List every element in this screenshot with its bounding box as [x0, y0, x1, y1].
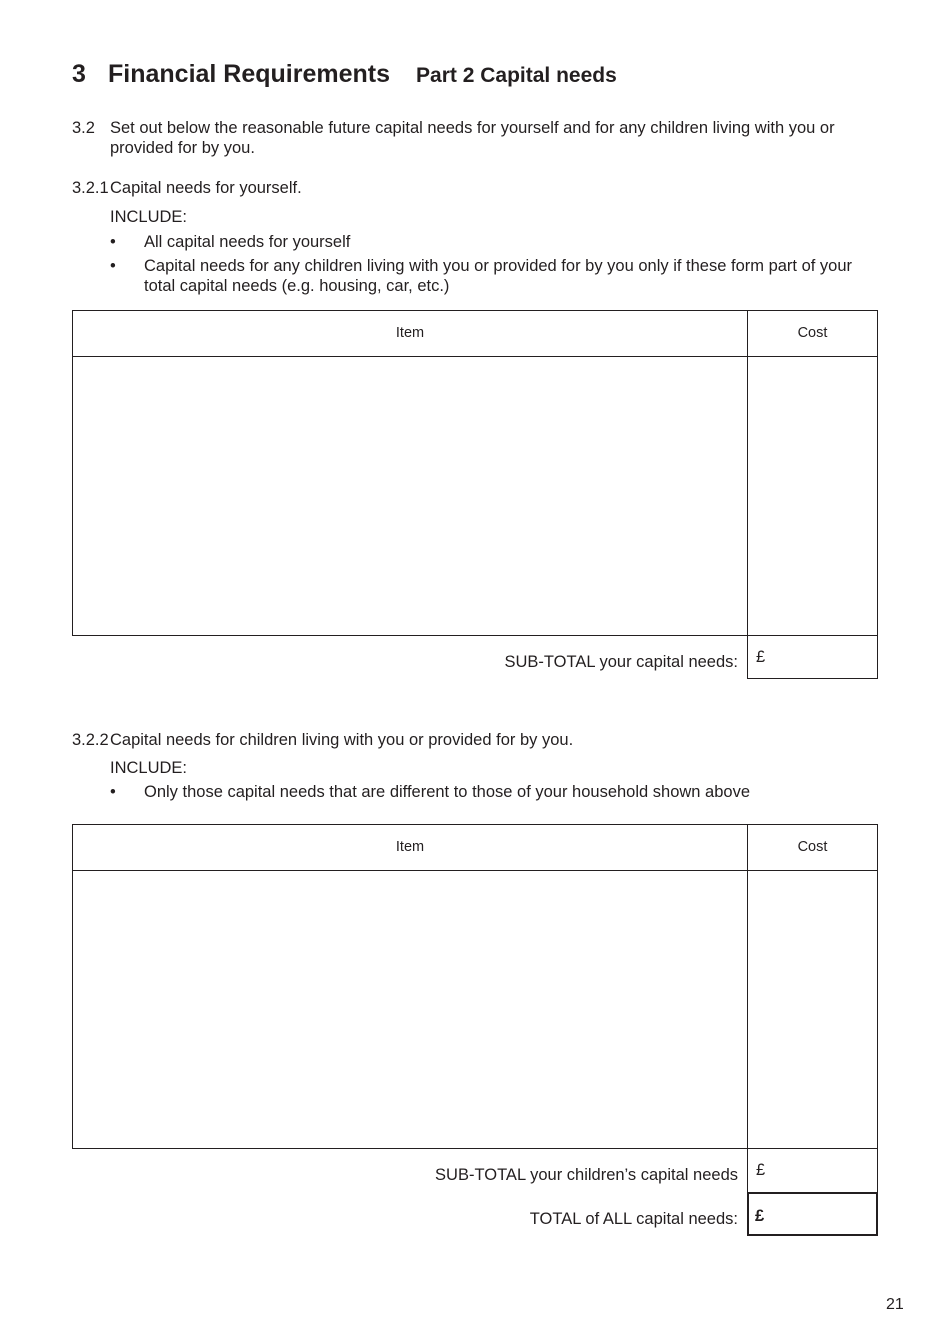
item-entry-area[interactable] [73, 357, 747, 635]
bullet-glyph: • [110, 783, 116, 801]
total-label: TOTAL of ALL capital needs: [529, 1210, 738, 1228]
bullet-item [110, 782, 880, 802]
paragraph-text: Capital needs for yourself. [110, 179, 302, 197]
page-number: 21 [886, 1296, 904, 1313]
include-label: INCLUDE: [110, 759, 188, 777]
cost-column-header: Cost [797, 839, 828, 855]
currency-symbol: £ [756, 648, 766, 666]
item-entry-area[interactable] [73, 871, 747, 1148]
bullet-glyph: • [110, 233, 116, 251]
paragraph-ref: 3.2 [72, 119, 95, 137]
paragraph-text-line1: Set out below the reasonable future capital needs for yourself and for any children living with you or [110, 119, 835, 137]
cost-entry-area[interactable] [748, 357, 877, 635]
include-label: INCLUDE: [110, 208, 188, 226]
bullet-glyph: • [110, 257, 116, 275]
children-capital-needs-table [72, 824, 878, 1149]
currency-symbol: £ [755, 1207, 765, 1225]
item-column-header: Item [395, 325, 425, 341]
part-title: Part 2 Capital needs [416, 64, 617, 87]
subtotal-field[interactable] [747, 635, 878, 679]
section-number: 3 [72, 60, 86, 88]
subtotal-label: SUB-TOTAL your capital needs: [504, 653, 738, 671]
bullet-text: Only those capital needs that are different to those of your household shown above [144, 783, 751, 801]
cost-column-header: Cost [797, 325, 828, 341]
bullet-text: All capital needs for yourself [144, 233, 351, 251]
page-heading [72, 60, 617, 89]
paragraph-ref: 3.2.1 [72, 179, 109, 197]
item-column-header: Item [395, 839, 425, 855]
children-subtotal-field[interactable] [747, 1148, 878, 1192]
bullet-item [110, 232, 880, 252]
bullet-text: Capital needs for any children living with you or provided for by you only if these form part of your total capital needs (e.g. housing, car, etc.) [144, 257, 853, 295]
cost-entry-area[interactable] [748, 871, 877, 1148]
paragraph-text-line2: provided for by you. [110, 139, 255, 157]
paragraph-ref: 3.2.2 [72, 731, 109, 749]
total-field[interactable] [747, 1192, 878, 1236]
paragraph-3-2-1 [72, 178, 892, 198]
paragraph-3-2 [72, 118, 892, 158]
paragraph-3-2-2 [72, 730, 892, 750]
currency-symbol: £ [756, 1161, 766, 1179]
capital-needs-table [72, 310, 878, 636]
section-title: Financial Requirements [108, 60, 391, 88]
children-subtotal-label: SUB-TOTAL your children’s capital needs [435, 1166, 738, 1184]
paragraph-text: Capital needs for children living with you or provided for by you. [110, 731, 574, 749]
bullet-item [110, 256, 880, 296]
